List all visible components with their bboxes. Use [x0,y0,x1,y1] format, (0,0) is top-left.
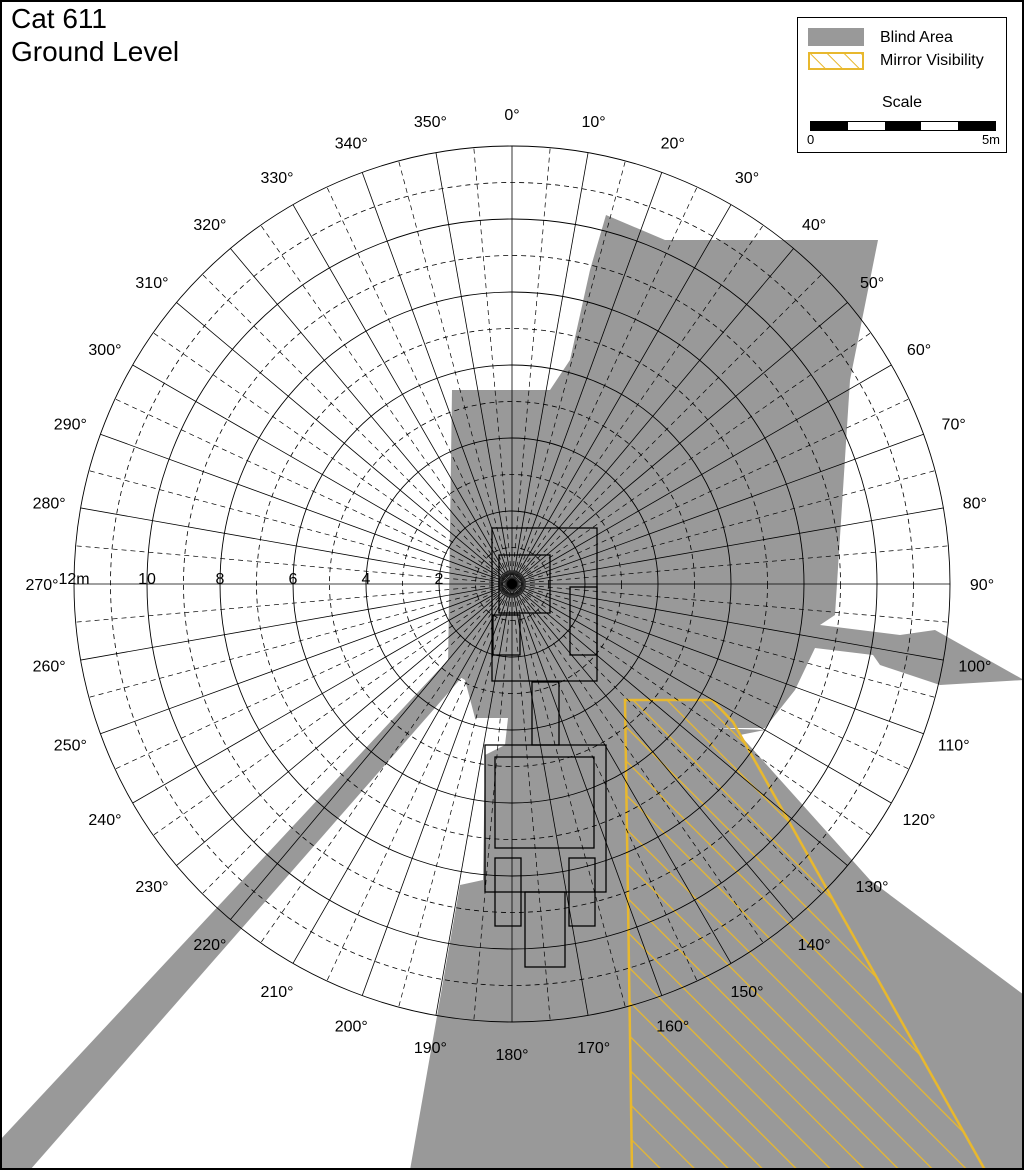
angle-label: 100° [958,658,992,676]
scale-bar [810,121,996,131]
angle-label: 20° [660,135,685,153]
angle-label: 110° [937,737,970,755]
blind-area-swatch [808,28,864,46]
blind-area-left-ray [0,660,470,1170]
angle-label: 260° [32,658,66,676]
radial-distance-label: 8 [215,571,225,588]
bearing-spoke-half [89,471,512,584]
angle-label: 170° [577,1039,611,1057]
angle-label: 80° [962,495,987,513]
angle-label: 40° [802,216,827,234]
mirror-visibility-swatch [808,52,864,70]
title-machine: Cat 611 [11,3,107,34]
angle-label: 250° [53,737,87,755]
angle-label: 50° [859,274,885,292]
angle-label: 190° [413,1039,447,1057]
legend-box [797,17,1007,153]
angle-label: 70° [941,416,966,434]
radial-distance-label: 4 [361,571,371,588]
angle-label: 180° [495,1047,529,1064]
angle-label: 320° [193,216,227,234]
scale-start-label: 0 [807,132,815,147]
angle-label: 30° [734,169,760,187]
angle-label: 280° [32,495,66,513]
angle-label: 150° [730,984,764,1002]
angle-label: 340° [334,135,368,153]
angle-label: 60° [906,342,932,359]
angle-label: 330° [260,169,294,187]
diagram-title [11,2,179,68]
angle-label: 200° [334,1018,368,1036]
angle-label: 230° [135,879,169,897]
scale-title: Scale [881,94,923,111]
title-level: Ground Level [11,36,180,67]
angle-label: 210° [260,984,294,1002]
angle-label: 290° [53,416,87,434]
bearing-spoke [362,172,512,584]
mirror-visibility-label: Mirror Visibility [880,52,984,69]
radial-distance-label: 2 [434,571,444,588]
bearing-spoke [100,434,512,584]
polar-grid [74,146,950,1022]
angle-label: 0° [504,107,520,124]
scale-end-label: 5m [981,132,1000,147]
radial-distance-label: 12m [58,571,90,588]
radial-labels [58,571,443,588]
angle-label: 270° [25,577,59,594]
angle-label: 350° [413,114,447,132]
angle-label: 220° [193,937,227,955]
radial-distance-label: 6 [288,571,298,588]
angle-label: 160° [656,1018,690,1036]
angle-label: 120° [902,812,936,829]
bearing-spoke-half [327,187,512,584]
angle-label: 310° [135,274,169,292]
bearing-spoke [133,584,512,803]
angle-label: 300° [88,342,122,359]
angle-label: 90° [969,577,995,594]
blind-area-label: Blind Area [880,29,953,46]
angle-label: 10° [581,114,606,132]
radial-distance-label: 10 [138,571,156,588]
angle-label: 140° [797,937,831,955]
angle-label: 130° [855,879,889,897]
angle-label: 240° [88,812,122,829]
